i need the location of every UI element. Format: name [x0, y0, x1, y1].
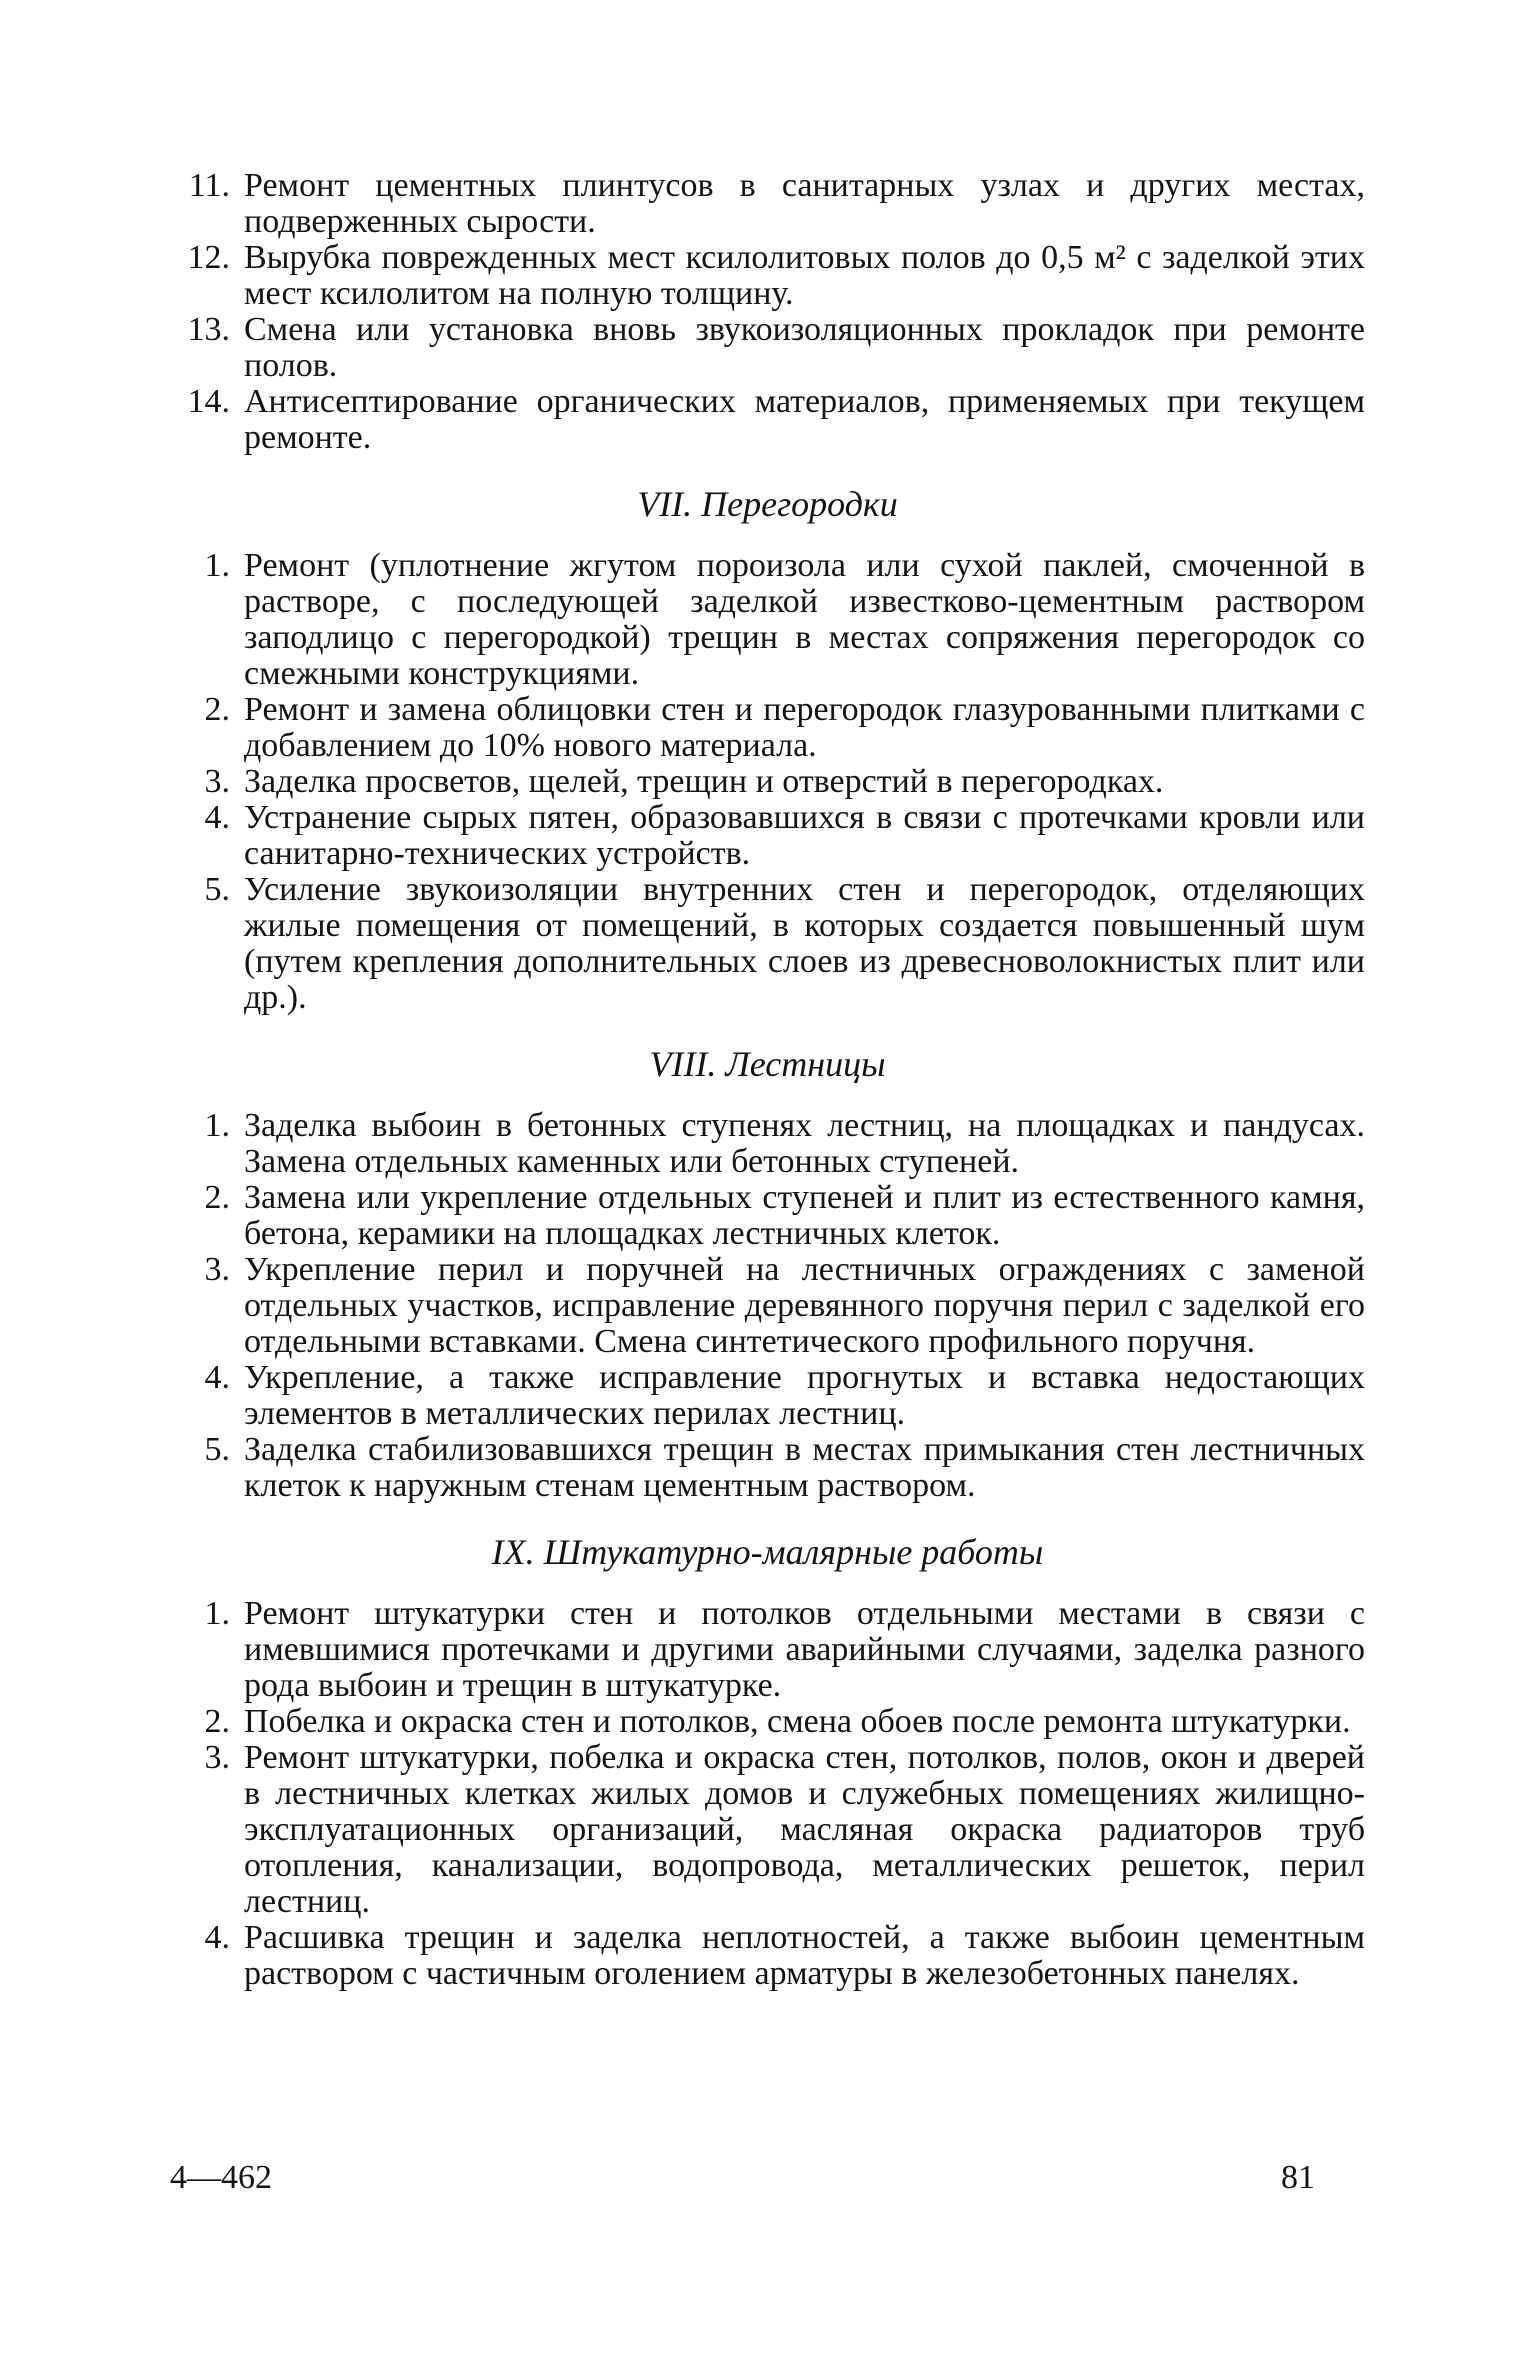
item-number: 3.	[204, 763, 230, 800]
item-text: Заделка выбоин в бетонных ступенях лестниц, на площадках и пандусах. Замена отдельных каменных или бетонных ступеней.	[244, 1107, 1365, 1180]
list-item	[170, 1432, 1365, 1504]
item-number: 4.	[204, 1919, 230, 1956]
list-item	[170, 1252, 1365, 1360]
item-text: Смена или установка вновь звукоизоляционных прокладок при ремонте полов.	[244, 311, 1365, 384]
item-number: 5.	[204, 1431, 230, 1468]
item-number: 3.	[204, 1739, 230, 1776]
list-item	[170, 312, 1365, 384]
item-text: Ремонт (уплотнение жгутом пороизола или сухой паклей, смоченной в растворе, с последующей заделкой известково-цементным раствором заподлицо с перегородкой) трещин в местах сопряжения перегородок со смежными конструкциями.	[244, 547, 1365, 692]
item-number: 1.	[204, 1107, 230, 1144]
list-item	[170, 1360, 1365, 1432]
item-text: Устранение сырых пятен, образовавшихся в связи с протечками кровли или санитарно-технических устройств.	[244, 799, 1365, 872]
section	[170, 1532, 1365, 1992]
item-text: Вырубка поврежденных мест ксилолитовых полов до 0,5 м² с заделкой этих мест ксилолитом на полную толщину.	[244, 239, 1365, 312]
item-text: Ремонт штукатурки стен и потолков отдельными местами в связи с имевшимися протечками и другими аварийными случаями, заделка разного рода выбоин и трещин в штукатурке.	[244, 1595, 1365, 1704]
list-item	[170, 240, 1365, 312]
item-number: 4.	[204, 1359, 230, 1396]
item-number: 14.	[187, 383, 230, 420]
item-number: 12.	[187, 239, 230, 276]
item-text: Заделка стабилизовавшихся трещин в местах примыкания стен лестничных клеток к наружным стенам цементным раствором.	[244, 1431, 1365, 1504]
list-item	[170, 1740, 1365, 1920]
list-item	[170, 384, 1365, 456]
item-number: 11.	[188, 167, 230, 204]
section	[170, 484, 1365, 1016]
list-item	[170, 764, 1365, 800]
item-text: Расшивка трещин и заделка неплотностей, а также выбоин цементным раствором с частичным оголением арматуры в железобетонных панелях.	[244, 1919, 1365, 1992]
item-number: 2.	[204, 691, 230, 728]
list-item	[170, 1180, 1365, 1252]
section-heading: VII. Перегородки	[637, 484, 898, 524]
list-item	[170, 168, 1365, 240]
list-item	[170, 800, 1365, 872]
item-text: Укрепление перил и поручней на лестничных ограждениях с заменой отдельных участков, исправление деревянного поручня перил с заделкой его отдельными вставками. Смена синтетического профильного поручня.	[244, 1251, 1365, 1360]
item-number: 4.	[204, 799, 230, 836]
item-number: 13.	[187, 311, 230, 348]
item-text: Заделка просветов, щелей, трещин и отверстий в перегородках.	[244, 763, 1164, 800]
item-number: 1.	[204, 547, 230, 584]
list-item	[170, 872, 1365, 1016]
item-text: Ремонт штукатурки, побелка и окраска стен, потолков, полов, окон и дверей в лестничных клетках жилых домов и служебных помещениях жилищно-эксплуатационных организаций, масляная окраска радиаторов труб отопления, канализации, водопровода, металлических решеток, перил лестниц.	[244, 1739, 1365, 1920]
item-number: 2.	[204, 1703, 230, 1740]
section-heading: IX. Штукатурно-малярные работы	[491, 1532, 1044, 1572]
item-number: 1.	[204, 1595, 230, 1632]
item-text: Усиление звукоизоляции внутренних стен и перегородок, отделяющих жилые помещения от помещений, в которых создается повышенный шум (путем крепления дополнительных слоев из древесноволокнистых плит или др.).	[244, 871, 1365, 1016]
printer-signature: 4—462	[170, 2159, 272, 2196]
document-page	[170, 168, 1365, 1992]
list-item	[170, 1704, 1365, 1740]
list-item	[170, 1108, 1365, 1180]
section	[170, 168, 1365, 456]
list-item	[170, 692, 1365, 764]
list-item	[170, 548, 1365, 692]
page-number: 81	[1281, 2159, 1315, 2196]
section-heading: VIII. Лестницы	[649, 1044, 886, 1084]
item-text: Побелка и окраска стен и потолков, смена обоев после ремонта штукатурки.	[244, 1703, 1351, 1740]
item-text: Замена или укрепление отдельных ступеней и плит из естественного камня, бетона, керамики на площадках лестничных клеток.	[244, 1179, 1365, 1252]
section	[170, 1044, 1365, 1504]
list-item	[170, 1596, 1365, 1704]
item-number: 5.	[204, 871, 230, 908]
item-text: Ремонт и замена облицовки стен и перегородок глазурованными плитками с добавлением до 10% нового материала.	[244, 691, 1365, 764]
item-number: 2.	[204, 1179, 230, 1216]
item-number: 3.	[204, 1251, 230, 1288]
item-text: Укрепление, а также исправление прогнутых и вставка недостающих элементов в металлических перилах лестниц.	[244, 1359, 1365, 1432]
item-text: Антисептирование органических материалов, применяемых при текущем ремонте.	[244, 383, 1365, 456]
list-item	[170, 1920, 1365, 1992]
item-text: Ремонт цементных плинтусов в санитарных узлах и других местах, подверженных сырости.	[244, 167, 1365, 240]
